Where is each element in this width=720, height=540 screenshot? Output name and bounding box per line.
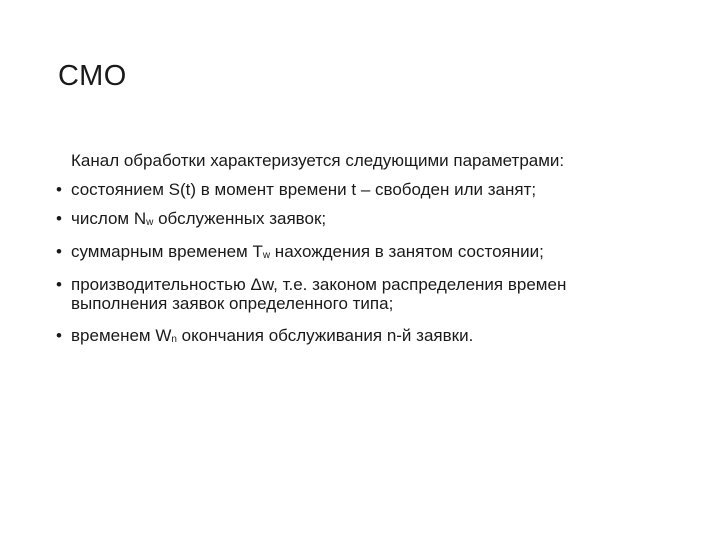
slide-title: СМО: [58, 60, 127, 92]
bullet-icon: •: [56, 242, 62, 261]
bullet-text-rest: окончания обслуживания n-й заявки.: [176, 326, 474, 345]
bullet-text: временем W: [71, 326, 172, 345]
bullet-text: состоянием S(t) в момент времени t – свободен или занят;: [71, 180, 537, 199]
bullet-text: производительностью Δw, т.е. законом распределения времен: [71, 275, 567, 294]
bullet-text: суммарным временем T: [71, 242, 263, 261]
bullet-icon: •: [56, 209, 62, 228]
bullet-icon: •: [56, 275, 62, 294]
subscript: w: [262, 250, 271, 261]
slide-body: [55, 146, 675, 354]
bullet-text-continuation: выполнения заявок определенного типа;: [71, 294, 394, 313]
bullet-icon: •: [56, 180, 62, 199]
bullet-item-completion-time: [55, 321, 675, 354]
bullet-item-state: [55, 175, 675, 204]
bullet-item-busy-time: [55, 237, 675, 270]
bullet-item-served-count: [55, 204, 675, 237]
bullet-text: числом N: [71, 209, 147, 228]
bullet-icon: •: [56, 326, 62, 345]
subscript: n: [171, 334, 177, 345]
bullet-text-rest: нахождения в занятом состоянии;: [270, 242, 544, 261]
bullet-item-productivity: [55, 270, 675, 321]
subscript: w: [146, 217, 154, 228]
bullet-text-rest: обслуженных заявок;: [153, 209, 327, 228]
intro-text: Канал обработки характеризуется следующими параметрами:: [71, 151, 565, 170]
